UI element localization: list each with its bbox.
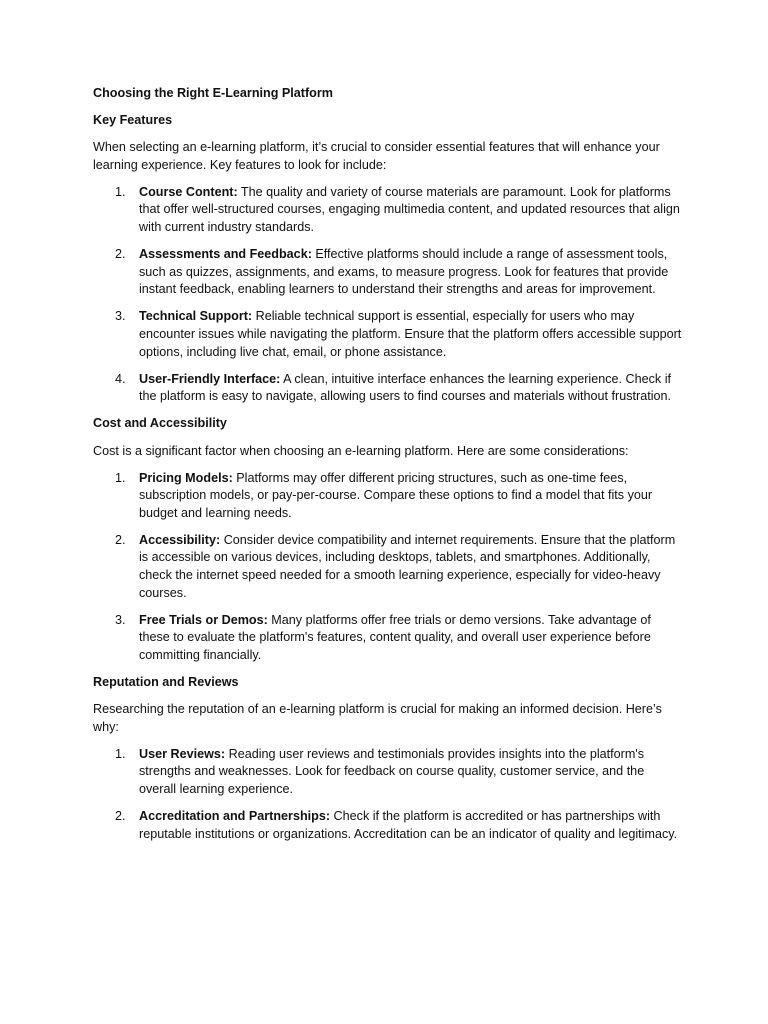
section-intro: Researching the reputation of an e-learning platform is crucial for making an informed decision. Here’s why: xyxy=(93,702,662,734)
list-item xyxy=(93,246,683,299)
document-page xyxy=(93,85,683,853)
list-item-term: Free Trials or Demos: xyxy=(139,612,268,627)
list-item xyxy=(93,746,683,799)
list-item xyxy=(93,612,683,665)
list-item xyxy=(93,808,683,843)
list-item-term: User Reviews: xyxy=(139,746,226,761)
list-item-text: Consider device compatibility and internet requirements. Ensure that the platform is accessible on various devices, including desktops, tablets, and smartphones. Additionally, check the internet speed needed for a smooth learning experience, especially for video-heavy courses. xyxy=(139,532,676,600)
list-item xyxy=(93,371,683,406)
list-item-text: Reading user reviews and testimonials provides insights into the platform's strengths and weaknesses. Look for feedback on course quality, customer service, and the overall learning experience. xyxy=(139,746,645,796)
numbered-list xyxy=(93,746,683,843)
section-heading: Key Features xyxy=(93,113,173,128)
list-item-text: Platforms may offer different pricing structures, such as one-time fees, subscription models, or pay-per-course. Compare these options to find a model that fits your budget and learning needs. xyxy=(139,470,653,520)
list-item-text: Reliable technical support is essential, especially for users who may encounter issues while navigating the platform. Ensure that the platform offers accessible support options, including live chat, email, or phone assistance. xyxy=(139,309,682,359)
list-item-text: Check if the platform is accredited or has partnerships with reputable institutions or organizations. Accreditation can be an indicator of quality and legitimacy. xyxy=(139,809,678,841)
numbered-list xyxy=(93,470,683,665)
list-item-term: Assessments and Feedback: xyxy=(139,247,312,262)
list-item-text: Effective platforms should include a range of assessment tools, such as quizzes, assignments, and exams, to measure progress. Look for features that provide instant feedback, enabling learners to understand their strengths and areas for improvement. xyxy=(139,247,669,297)
list-number: 2. xyxy=(115,247,126,262)
section-heading: Reputation and Reviews xyxy=(93,675,239,690)
section-cost-accessibility xyxy=(93,415,683,664)
list-item-term: Accessibility: xyxy=(139,532,221,547)
list-item-term: User-Friendly Interface: xyxy=(139,371,281,386)
list-item xyxy=(93,184,683,237)
list-item-term: Pricing Models: xyxy=(139,470,233,485)
list-number: 2. xyxy=(115,532,126,547)
list-number: 3. xyxy=(115,309,126,324)
list-number: 1. xyxy=(115,470,126,485)
section-intro: When selecting an e-learning platform, it’s crucial to consider essential features that will enhance your learning experience. Key features to look for include: xyxy=(93,140,660,172)
list-item xyxy=(93,532,683,602)
list-item xyxy=(93,308,683,361)
list-item-text: The quality and variety of course materials are paramount. Look for platforms that offer well-structured courses, engaging multimedia content, and updated resources that align with current industry standards. xyxy=(139,184,680,235)
numbered-list xyxy=(93,184,683,406)
list-number: 1. xyxy=(115,184,126,199)
list-item-text: A clean, intuitive interface enhances the learning experience. Check if the platform is easy to navigate, allowing users to find courses and materials without frustration. xyxy=(139,371,672,404)
list-item-text: Many platforms offer free trials or demo versions. Take advantage of these to evaluate the platform's features, content quality, and overall user experience before committing financially. xyxy=(139,612,651,662)
section-key-features xyxy=(93,112,683,406)
list-number: 1. xyxy=(115,746,126,761)
section-heading: Cost and Accessibility xyxy=(93,416,227,431)
list-item xyxy=(93,470,683,523)
list-item-term: Technical Support: xyxy=(139,309,253,324)
list-item-term: Course Content: xyxy=(139,184,238,199)
list-number: 2. xyxy=(115,809,126,824)
list-number: 3. xyxy=(115,612,126,627)
list-item-term: Accreditation and Partnerships: xyxy=(139,809,331,824)
list-number: 4. xyxy=(115,371,126,386)
section-intro: Cost is a significant factor when choosing an e-learning platform. Here are some considerations: xyxy=(93,443,629,458)
section-reputation-reviews xyxy=(93,674,683,843)
document-title: Choosing the Right E-Learning Platform xyxy=(93,86,333,100)
